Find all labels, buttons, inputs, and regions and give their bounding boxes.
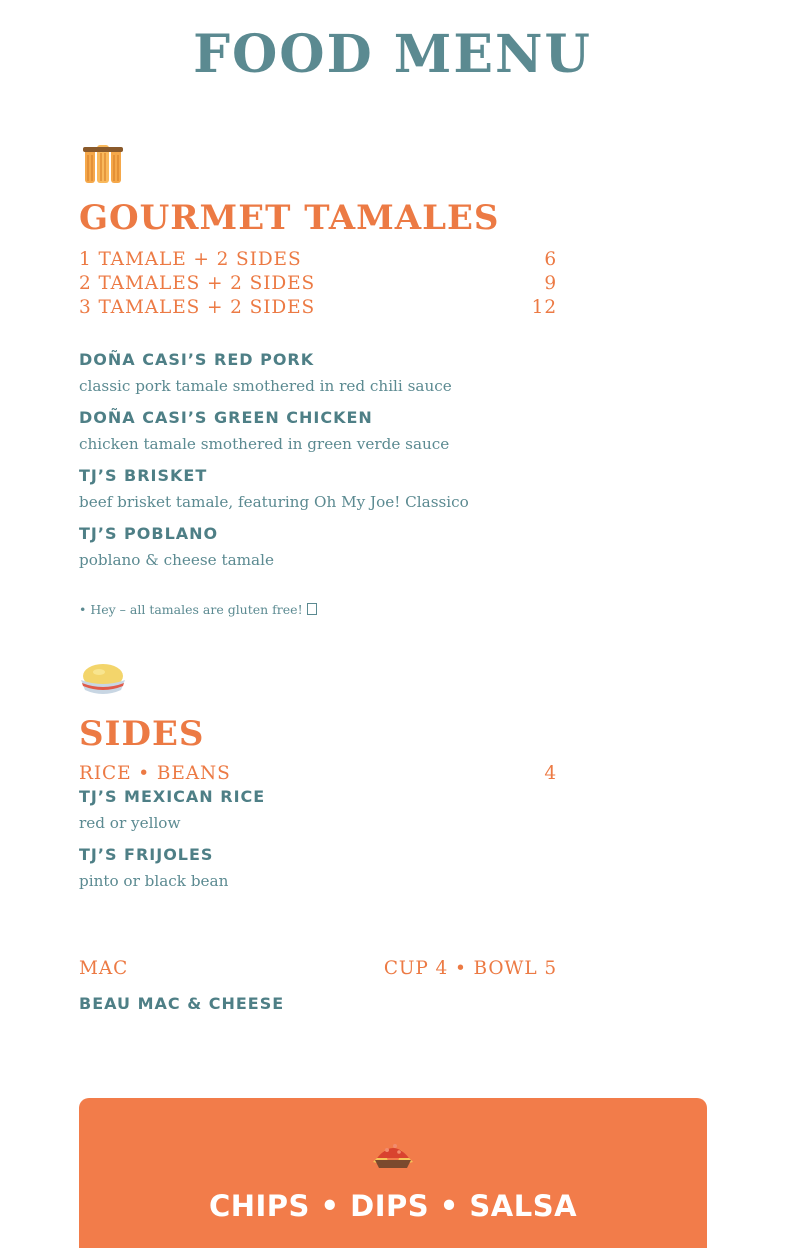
price-row-price: 12 [531,297,557,318]
chips-card [79,1098,707,1248]
menu-item-desc: red or yellow [79,814,181,832]
price-row [79,957,557,981]
page-title: FOOD MENU [193,24,592,85]
menu-item-name: TJ’S BRISKET [79,466,208,485]
menu-item-desc: chicken tamale smothered in green verde sauce [79,435,450,453]
price-row-label: RICE • BEANS [79,763,231,784]
sides-title: SIDES [79,714,205,754]
chips-title: CHIPS • DIPS • SALSA [208,1189,578,1223]
price-row-label: 3 TAMALES + 2 SIDES [79,297,316,318]
rice-bowl-icon [79,660,127,700]
menu-item-desc: beef brisket tamale, featuring Oh My Joe! Classico [79,493,469,511]
menu-item-name: BEAU MAC & CHEESE [79,994,285,1013]
sides-section [79,0,557,1030]
price-row-price: 6 [544,249,557,270]
menu-item-desc: classic pork tamale smothered in red chili sauce [79,377,452,395]
price-row-price: CUP 4 • BOWL 5 [383,958,557,979]
menu-item-name: TJ’S POBLANO [79,524,219,543]
gluten-free-note-text: • Hey – all tamales are gluten free! [79,602,303,617]
menu-item-name: TJ’S MEXICAN RICE [79,787,266,806]
menu-item-desc: poblano & cheese tamale [79,551,274,569]
menu-item-desc: pinto or black bean [79,872,229,890]
price-row-price: 9 [544,273,557,294]
price-row-price: 4 [544,763,557,784]
price-row-label: MAC [79,958,129,979]
menu-item-name: DOÑA CASI’S GREEN CHICKEN [79,408,373,427]
price-row-label: 2 TAMALES + 2 SIDES [79,273,316,294]
menu-item-name: DOÑA CASI’S RED PORK [79,350,315,369]
menu-item-name: TJ’S FRIJOLES [79,845,214,864]
nachos-icon [369,1132,417,1172]
tamales-title: GOURMET TAMALES [79,198,500,238]
price-row [79,762,557,786]
price-row-label: 1 TAMALE + 2 SIDES [79,249,302,270]
